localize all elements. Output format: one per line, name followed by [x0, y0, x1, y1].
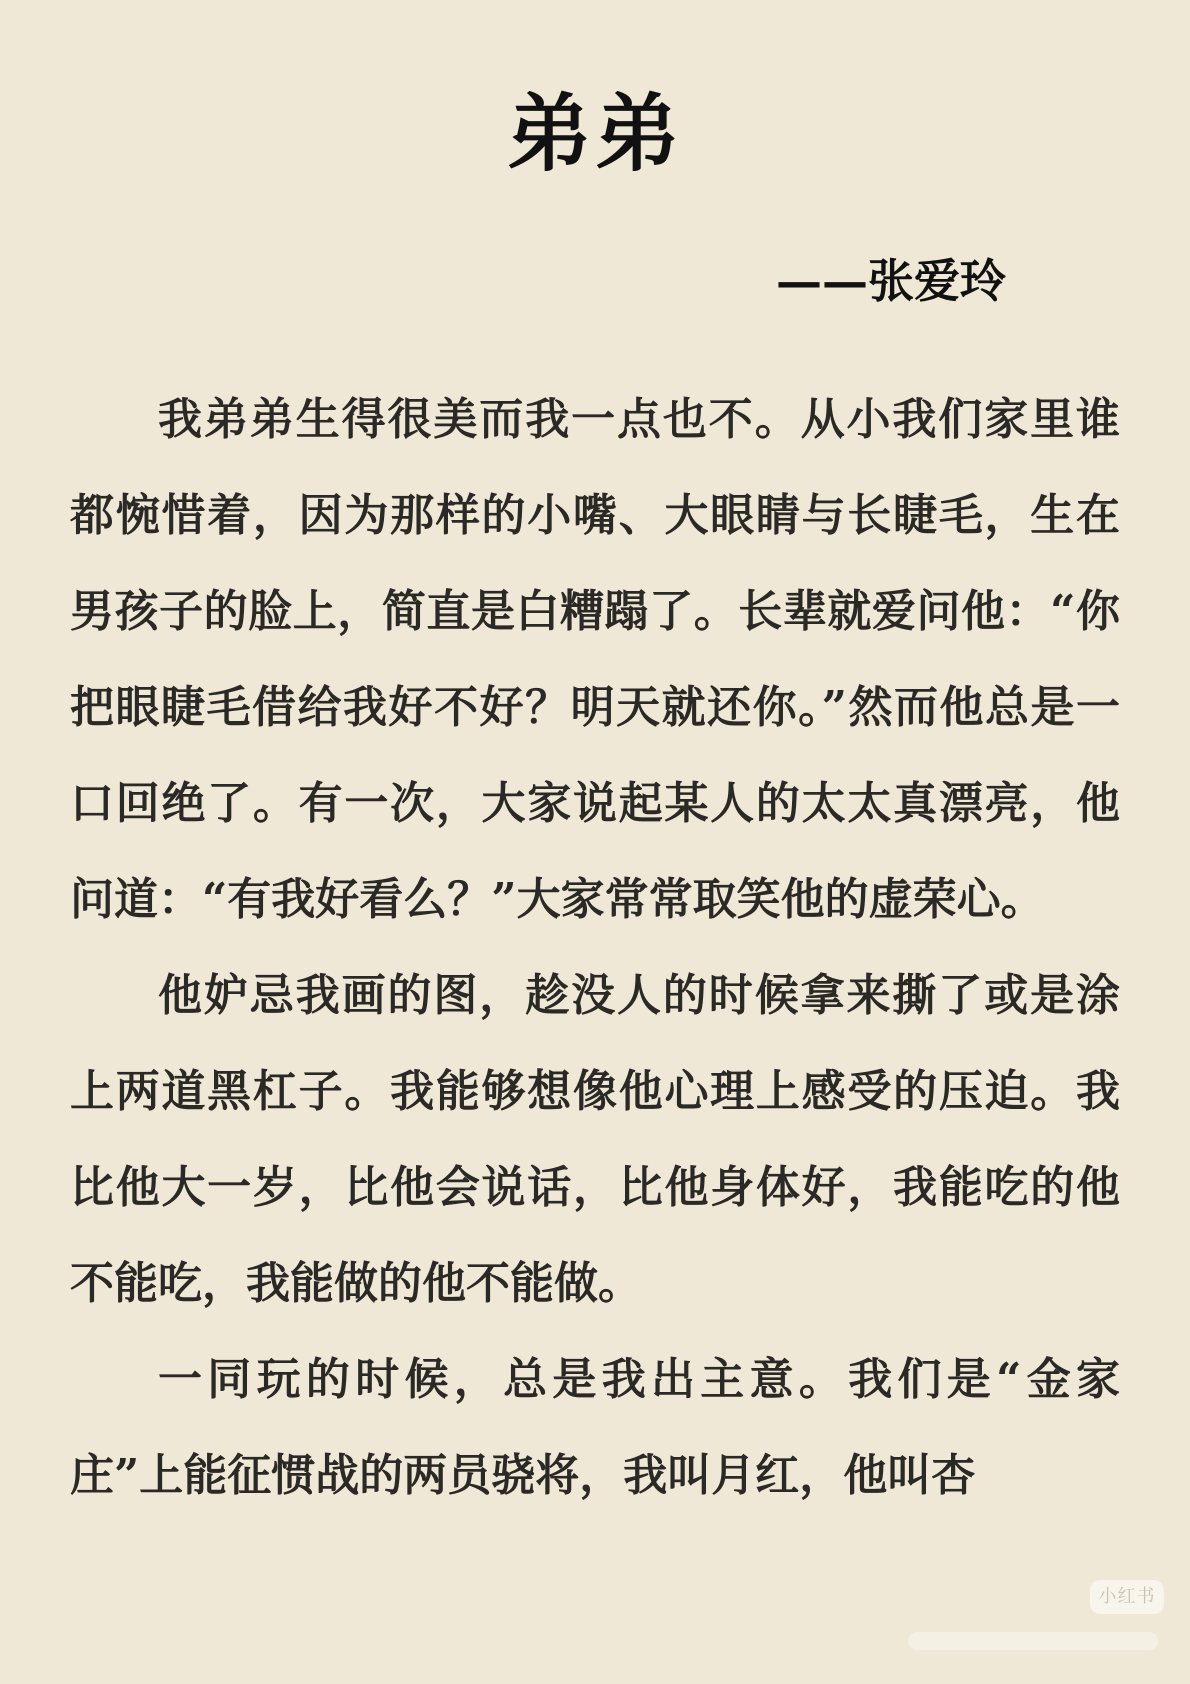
document-title: 弟弟 [506, 84, 683, 183]
paragraph-1: 我弟弟生得很美而我一点也不。从小我们家里谁都惋惜着，因为那样的小嘴、大眼睛与长睫毛，生在男孩子的脸上，简直是白糟蹋了。长辈就爱问他：“你把眼睫毛借给我好不好？明天就还你。”然而他总是一口回绝了。有一次，大家说起某人的太太真漂亮，他问道：“有我好看么？”大家常常取笑他的虚荣心。 [70, 394, 1120, 925]
author-line: ——张爱玲 [776, 254, 1006, 308]
document-body [70, 372, 1120, 1524]
faint-watermark-strip [908, 1632, 1158, 1650]
paragraph-3: 一同玩的时候，总是我出主意。我们是“金家庄”上能征惯战的两员骁将，我叫月红，他叫杏 [70, 1354, 1120, 1501]
xiaohongshu-watermark-icon: 小红书 [1090, 1580, 1164, 1614]
paragraph-2: 他妒忌我画的图，趁没人的时候拿来撕了或是涂上两道黑杠子。我能够想像他心理上感受的压迫。我比他大一岁，比他会说话，比他身体好，我能吃的他不能吃，我能做的他不能做。 [70, 970, 1120, 1309]
